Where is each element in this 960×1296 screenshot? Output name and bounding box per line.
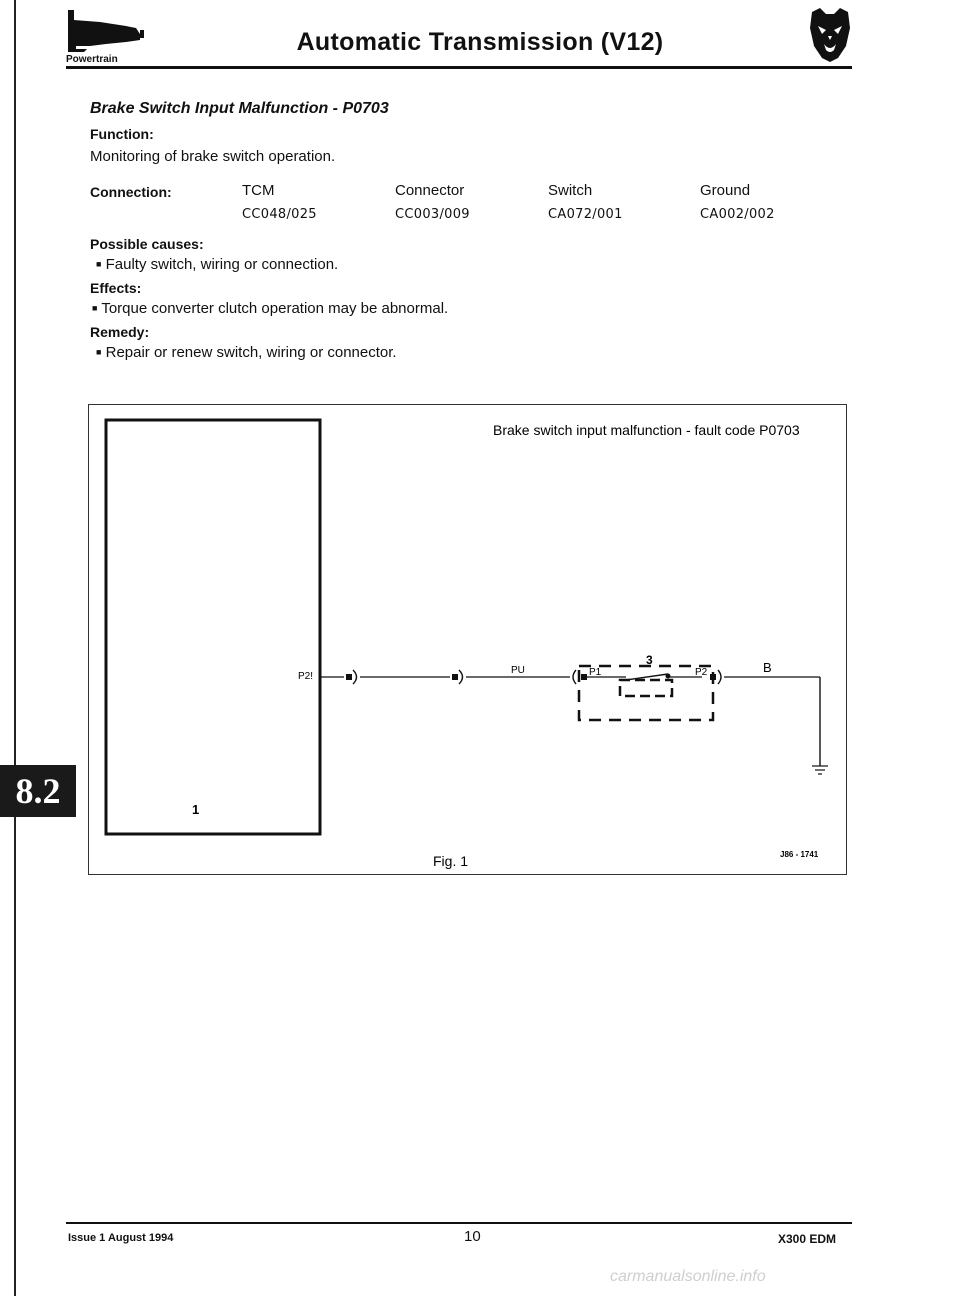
diagram-caption: Brake switch input malfunction - fault code P0703 [493, 422, 800, 438]
switch-pin1-label: P1 [589, 667, 602, 678]
header-rule [66, 66, 852, 69]
wire-color-label: PU [511, 665, 525, 676]
causes-item-text: Faulty switch, wiring or connection. [105, 256, 339, 273]
causes-list-item [96, 256, 338, 273]
connection-value-connector: CC003/009 [395, 207, 470, 222]
effects-label: Effects: [90, 280, 142, 296]
connector-shell-icon [459, 670, 463, 684]
connection-header-connector: Connector [395, 182, 465, 199]
remedy-item-text: Repair or renew switch, wiring or connector. [105, 344, 397, 361]
diagram-frame [89, 405, 847, 875]
ground-wire-label: B [763, 660, 772, 675]
connection-header-tcm: TCM [242, 182, 275, 199]
bullet-icon: ■ [96, 259, 102, 269]
switch-contact [626, 674, 668, 680]
function-label: Function: [90, 126, 154, 142]
left-margin-rule [14, 0, 16, 1296]
reference-code: J86 - 1741 [780, 850, 819, 859]
connection-header-switch: Switch [548, 182, 593, 199]
connector-pin-icon [346, 674, 352, 680]
connector-pin-icon [452, 674, 458, 680]
effects-list-item [92, 300, 448, 317]
brand-label: Powertrain [66, 54, 118, 65]
connection-value-ground: CA002/002 [700, 207, 775, 222]
causes-label: Possible causes: [90, 236, 204, 252]
footer-issue: Issue 1 August 1994 [68, 1232, 174, 1244]
remedy-list-item [96, 344, 397, 361]
wiring-diagram [88, 404, 848, 881]
footer-rule [66, 1222, 852, 1224]
switch-connector-icon [718, 670, 721, 684]
footer-page-number: 10 [464, 1228, 481, 1245]
chapter-tab: 8.2 [0, 765, 76, 817]
tcm-pin-label: P2! [298, 671, 314, 682]
figure-label: Fig. 1 [433, 853, 469, 869]
footer-doc-code: X300 EDM [778, 1232, 837, 1246]
bullet-icon: ■ [92, 303, 98, 313]
module-number: 1 [192, 802, 200, 817]
watermark: carmanualsonline.info [610, 1268, 766, 1285]
function-text: Monitoring of brake switch operation. [90, 148, 336, 165]
page-title: Automatic Transmission (V12) [296, 28, 664, 56]
remedy-label: Remedy: [90, 324, 150, 340]
bullet-icon: ■ [96, 347, 102, 357]
tcm-module-box [106, 420, 320, 834]
connection-header-ground: Ground [700, 182, 751, 199]
connection-label: Connection: [90, 184, 172, 200]
connector-shell-icon [353, 670, 357, 684]
connection-value-tcm: CC048/025 [242, 207, 317, 222]
connection-value-switch: CA072/001 [548, 207, 623, 222]
effects-item-text: Torque converter clutch operation may be abnormal. [101, 300, 449, 317]
switch-inner-box [620, 680, 672, 696]
section-title: Brake Switch Input Malfunction - P0703 [90, 100, 389, 117]
switch-pin2-label: P2 [695, 667, 708, 678]
switch-connector-icon [573, 670, 576, 684]
ground-symbol-icon [812, 766, 828, 774]
switch-number: 3 [646, 653, 653, 667]
jaguar-head-emblem-icon [806, 6, 854, 69]
